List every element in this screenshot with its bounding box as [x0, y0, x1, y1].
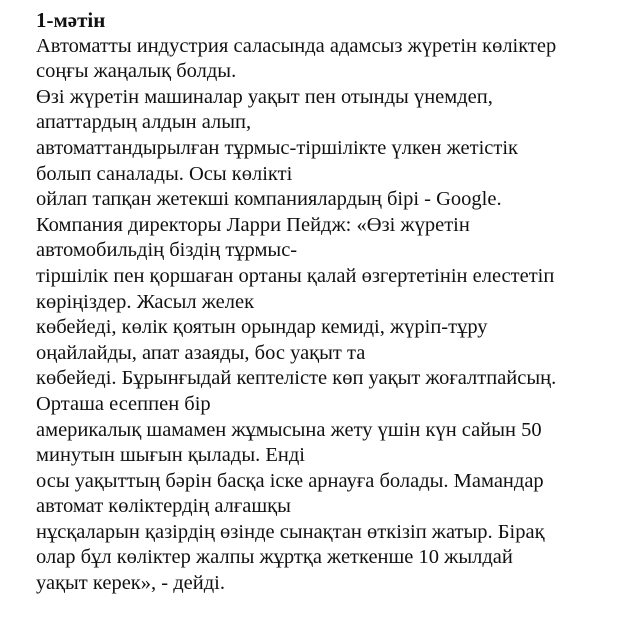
text-line: соңғы жаңалық болды.: [36, 60, 237, 83]
text-line: оңайлайды, апат азаяды, бос уақыт та: [36, 341, 366, 364]
text-line: болып саналады. Осы көлікті: [36, 162, 293, 185]
text-line: ойлап тапқан жетекші компаниялардың бірі - Google.: [36, 188, 502, 211]
text-line: минутын шығын қылады. Енді: [36, 444, 305, 467]
text-line: Орташа есеппен бір: [36, 392, 211, 415]
text-line: автомобильдің біздің тұрмыс-: [36, 239, 298, 262]
document-title: 1-мәтін: [36, 8, 106, 32]
text-line: көріңіздер. Жасыл желек: [36, 290, 255, 313]
text-line: уақыт керек», - дейді.: [36, 572, 225, 595]
text-line: америкалық шамамен жұмысына жету үшін күн сайын 50: [36, 418, 542, 441]
text-line: олар бұл көліктер жалпы жұртқа жеткенше 10 жылдай: [36, 546, 513, 569]
document-body: [36, 34, 624, 597]
text-line: нұсқаларын қазірдің өзінде сынақтан өткізіп жатыр. Бірақ: [36, 520, 545, 543]
text-line: тіршілік пен қоршаған ортаны қалай өзгертетінін елестетіп: [36, 264, 555, 287]
text-line: көбейеді, көлік қоятын орындар кемиді, жүріп-тұру: [36, 316, 488, 339]
text-line: Өзі жүретін машиналар уақыт пен отынды үнемдеп,: [36, 85, 493, 108]
text-line: көбейеді. Бұрынғыдай кептелісте көп уақыт жоғалтпайсың.: [36, 367, 557, 390]
text-line: Автоматты индустрия саласында адамсыз жүретін көліктер: [36, 34, 557, 57]
text-line: Компания директоры Ларри Пейдж: «Өзі жүретін: [36, 213, 470, 236]
text-line: апаттардың алдын алып,: [36, 111, 252, 134]
text-line: автомат көліктердің алғашқы: [36, 495, 291, 518]
text-line: осы уақыттың бәрін басқа іске арнауға болады. Мамандар: [36, 469, 544, 492]
text-line: автоматтандырылған тұрмыс-тіршілікте үлкен жетістік: [36, 136, 519, 159]
